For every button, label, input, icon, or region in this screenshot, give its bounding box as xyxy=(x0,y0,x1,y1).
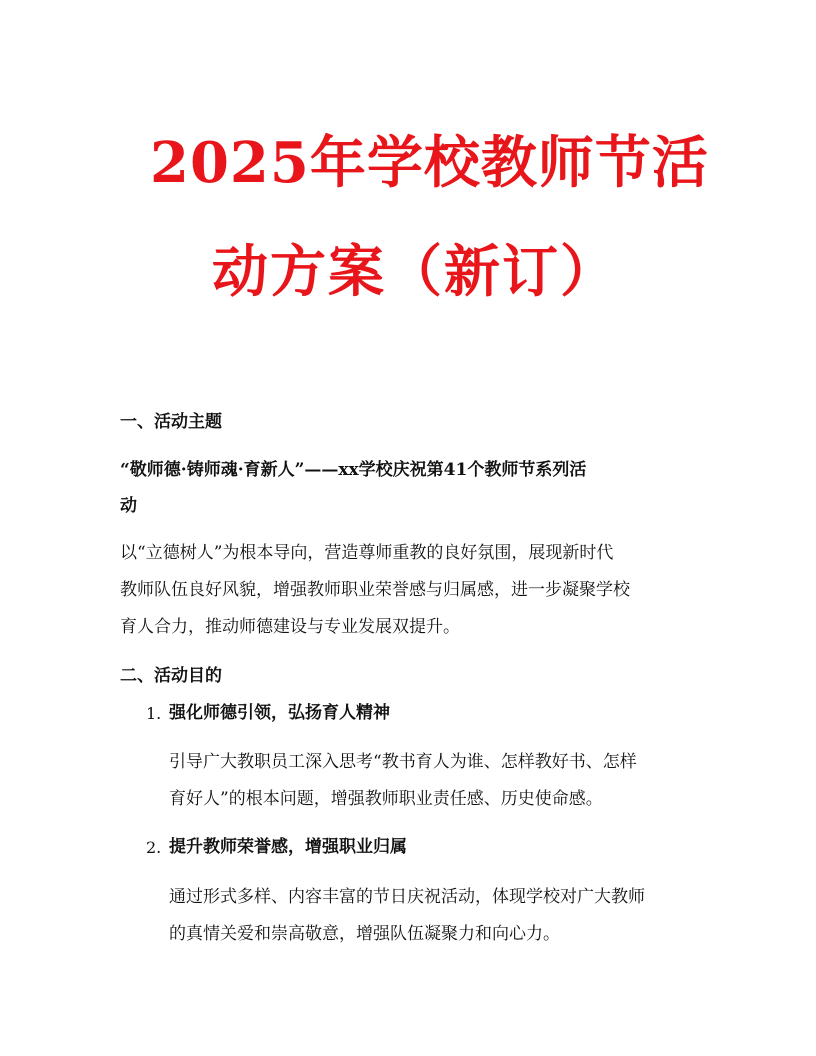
theme-line-2: 动 xyxy=(120,496,137,516)
item-2-number: 2. xyxy=(146,838,162,857)
section-2-heading: 二、活动目的 xyxy=(120,666,222,686)
intro-line-2: 教师队伍良好风貌，增强教师职业荣誉感与归属感，进一步凝聚学校 xyxy=(120,580,630,600)
document-title-line-2: 动方案（新订） xyxy=(212,239,618,305)
item-2-title: 提升教师荣誉感，增强职业归属 xyxy=(169,837,407,857)
item-1-line-1: 引导广大教职员工深入思考“教书育人为谁、怎样教好书、怎样 xyxy=(169,752,637,772)
section-1-heading: 一、活动主题 xyxy=(120,412,222,432)
document-title-line-1: 2025年学校教师节活 xyxy=(150,130,709,196)
item-2-line-2: 的真情关爱和崇高敬意，增强队伍凝聚力和向心力。 xyxy=(169,924,560,944)
item-1-title: 强化师德引领，弘扬育人精神 xyxy=(169,703,390,723)
item-2-line-1: 通过形式多样、内容丰富的节日庆祝活动，体现学校对广大教师 xyxy=(169,887,645,907)
intro-line-3: 育人合力，推动师德建设与专业发展双提升。 xyxy=(120,617,460,637)
theme-line-1: “敬师德·铸师魂·育新人”——xx学校庆祝第41个教师节系列活 xyxy=(120,460,587,480)
intro-line-1: 以“立德树人”为根本导向，营造尊师重教的良好氛围，展现新时代 xyxy=(120,543,614,563)
item-1-number: 1. xyxy=(146,704,162,723)
item-1-line-2: 育好人”的根本问题，增强教师职业责任感、历史使命感。 xyxy=(169,789,603,809)
